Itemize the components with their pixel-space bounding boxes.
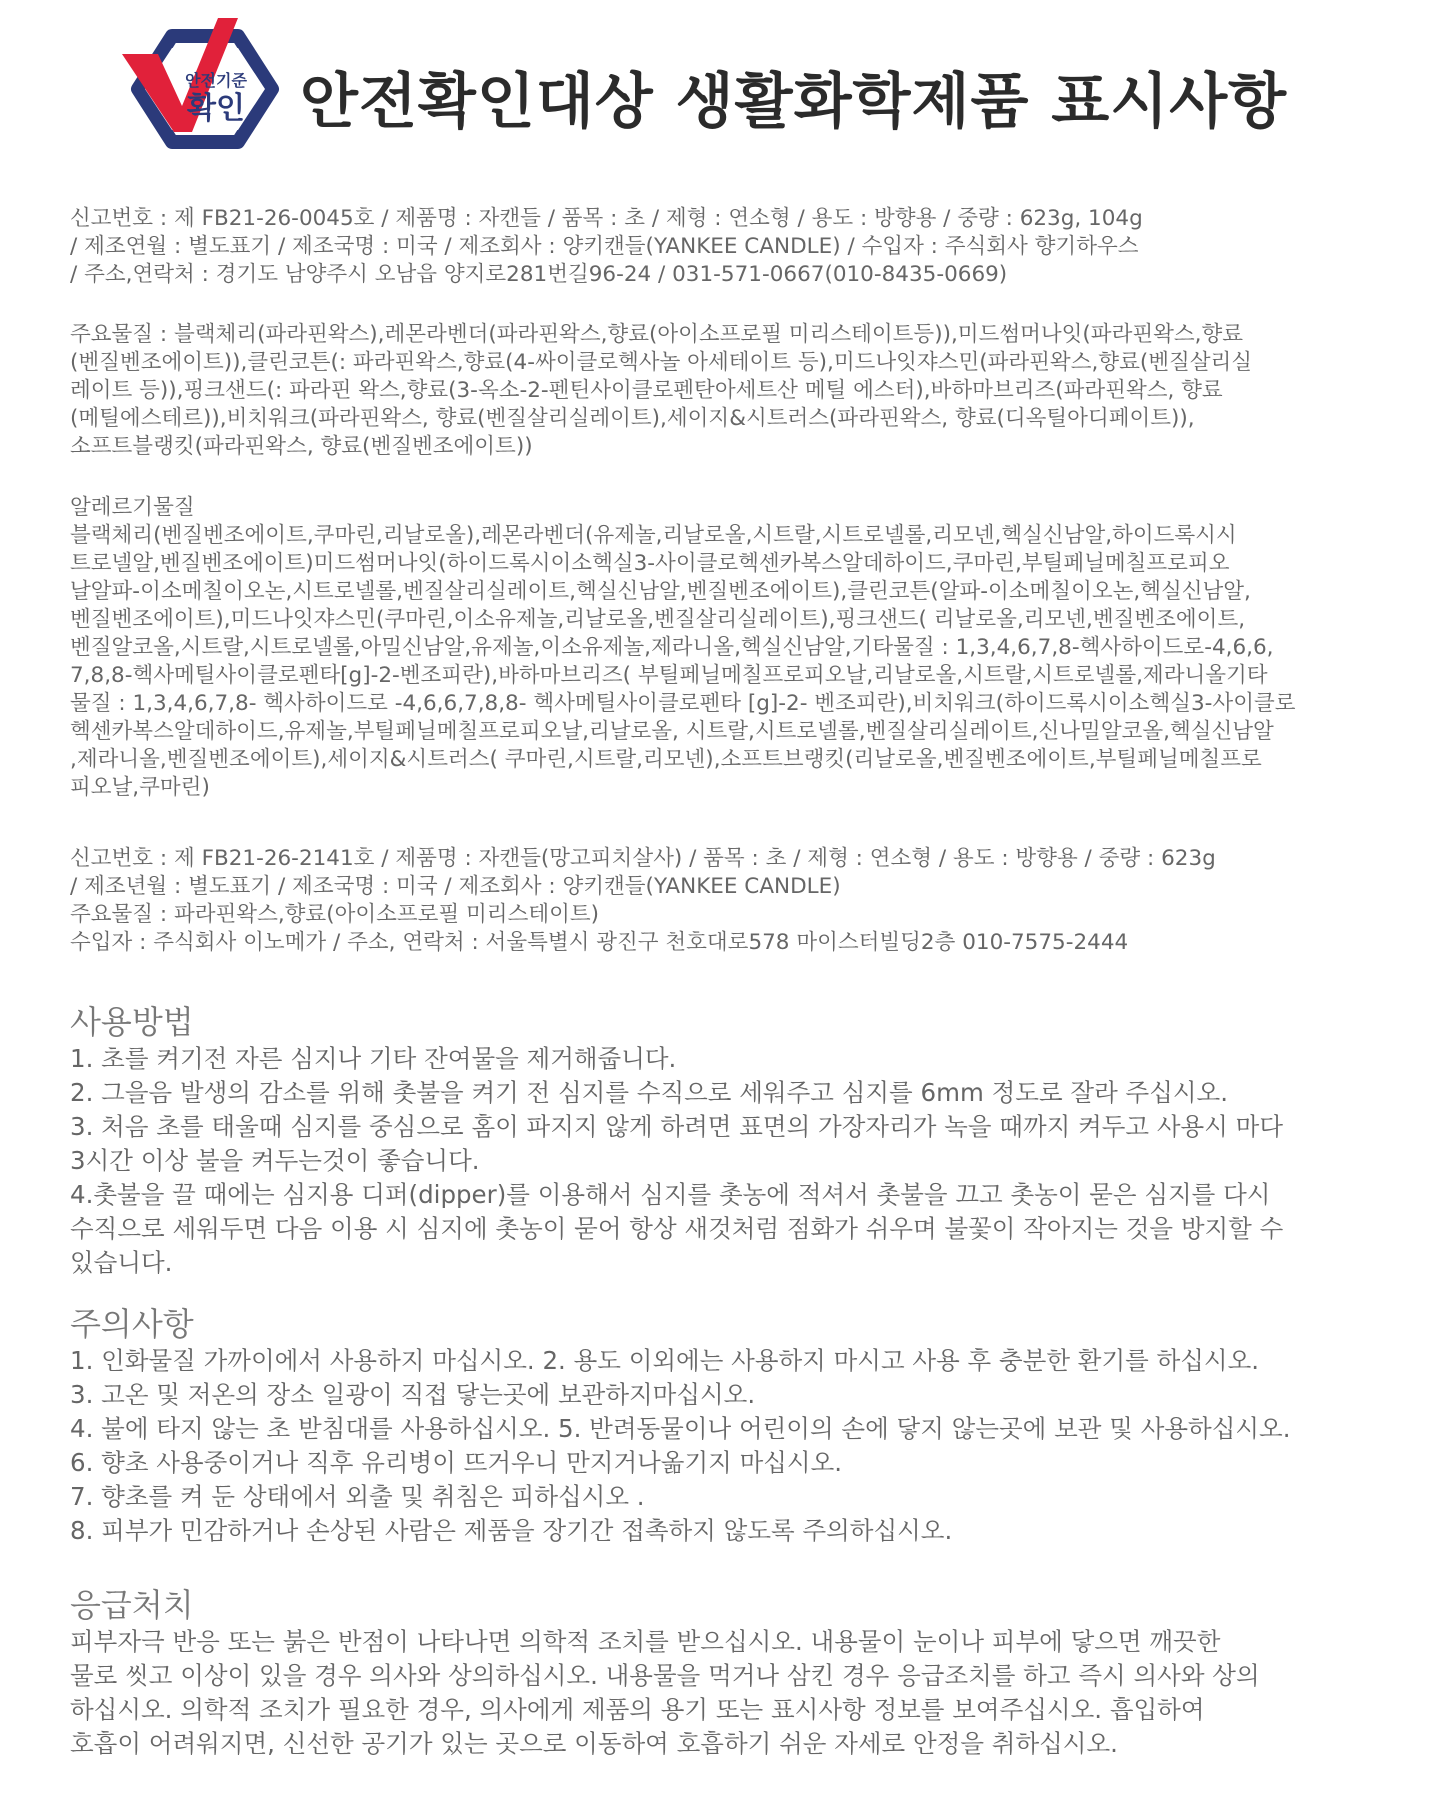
ingredients-line: 소프트블랭킷(파라핀왁스, 향료(벤질벤조에이트)) <box>70 434 533 459</box>
usage-line: 수직으로 세워두면 다음 이용 시 심지에 촛농이 묻어 항상 새것처럼 점화가 쉬우며 불꽃이 작아지는 것을 방지할 수 <box>70 1214 1284 1243</box>
allergens-line: 벤질벤조에이트),미드나잇쟈스민(쿠마린,이소유제놀,리날로올,벤질살리실레이트),핑크샌드( 리날로올,리모넨,벤질벤조에이트, <box>70 607 1246 632</box>
usage-section <box>70 1002 1400 1280</box>
check-hexagon-icon <box>120 14 290 164</box>
page-title: 안전확인대상 생활화학제품 표시사항 <box>300 67 1288 137</box>
first-aid-section <box>70 1585 1400 1761</box>
header <box>120 14 1320 164</box>
allergens-line: 블랙체리(벤질벤조에이트,쿠마린,리날로올),레몬라벤더(유제놀,리날로올,시트랄,시트로넬롤,리모넨,헥실신남알,하이드록시시 <box>70 523 1237 548</box>
caution-line: 1. 인화물질 가까이에서 사용하지 마십시오. 2. 용도 이외에는 사용하지 마시고 사용 후 충분한 환기를 하십시오. <box>70 1346 1260 1375</box>
first-aid-line: 피부자극 반응 또는 붉은 반점이 나타나면 의학적 조치를 받으십시오. 내용물이 눈이나 피부에 닿으면 깨끗한 <box>70 1627 1221 1656</box>
caution-line: 8. 피부가 민감하거나 손상된 사람은 제품을 장기간 접촉하지 않도록 주의하십시오. <box>70 1516 953 1545</box>
usage-line: 있습니다. <box>70 1248 173 1277</box>
first-aid-heading: 응급처치 <box>70 1586 194 1624</box>
caution-section <box>70 1304 1400 1548</box>
usage-line: 3. 처음 초를 태울때 심지를 중심으로 홈이 파지지 않게 하려면 표면의 가장자리가 녹을 때까지 켜두고 사용시 마다 <box>70 1112 1283 1141</box>
product1-line: / 주소,연락처 : 경기도 남양주시 오남읍 양지로281번길96-24 / 031-571-0667(010-8435-0669) <box>70 262 1008 287</box>
allergens-line: ,제라니올,벤질벤조에이트),세이지&시트러스( 쿠마린,시트랄,리모넨),소프트브랭킷(리날로올,벤질벤조에이트,부틸페닐메칠프로 <box>70 747 1262 772</box>
safety-certification-logo <box>120 14 290 164</box>
usage-line: 3시간 이상 불을 켜두는것이 좋습니다. <box>70 1146 480 1175</box>
allergens-line: 헥센카복스알데하이드,유제놀,부틸페닐메칠프로피오날,리날로올, 시트랄,시트로넬롤,벤질살리실레이트,신나밀알코올,헥실신남알 <box>70 719 1274 744</box>
product2-line: / 제조년월 : 별도표기 / 제조국명 : 미국 / 제조회사 : 양키캔들(YANKEE CANDLE) <box>70 874 841 899</box>
product1-line: / 제조연월 : 별도표기 / 제조국명 : 미국 / 제조회사 : 양키캔들(YANKEE CANDLE) / 수입자 : 주식회사 향기하우스 <box>70 234 1139 259</box>
caution-line: 7. 향초를 켜 둔 상태에서 외출 및 취침은 피하십시오 . <box>70 1482 645 1511</box>
ingredients-line: (벤질벤조에이트)),클린코튼(: 파라핀왁스,향료(4-싸이클로헥사놀 아세테이트 등),미드나잇쟈스민(파라핀왁스,향료(벤질살리실 <box>70 350 1253 375</box>
logo-text-top: 안전기준 <box>185 71 247 90</box>
product2-line: 주요물질 : 파라핀왁스,향료(아이소프로필 미리스테이트) <box>70 902 600 927</box>
logo-text-bottom: 확인 <box>187 91 245 126</box>
allergens-line: 벤질알코올,시트랄,시트로넬롤,아밀신남알,유제놀,이소유제놀,제라니올,헥실신남알,기타물질 : 1,3,4,6,7,8-헥사하이드로-4,6,6, <box>70 635 1274 660</box>
usage-heading: 사용방법 <box>70 1003 194 1041</box>
product2-line: 신고번호 : 제 FB21-26-2141호 / 제품명 : 자캔들(망고피치살사) / 품목 : 초 / 제형 : 연소형 / 용도 : 방향용 / 중량 : 623g <box>70 846 1216 871</box>
usage-line: 1. 초를 켜기전 자른 심지나 기타 잔여물을 제거해줍니다. <box>70 1044 677 1073</box>
usage-line: 4.촛불을 끌 때에는 심지용 디퍼(dipper)를 이용해서 심지를 촛농에 적셔서 촛불을 끄고 촛농이 묻은 심지를 다시 <box>70 1180 1271 1209</box>
ingredients-line: 주요물질 : 블랙체리(파라핀왁스),레몬라벤더(파라핀왁스,향료(아이소프로필 미리스테이트등)),미드썸머나잇(파라핀왁스,향료 <box>70 322 1244 347</box>
allergens-line: 7,8,8-헥사메틸사이클로펜타[g]-2-벤조피란),바하마브리즈( 부틸페닐메칠프로피오날,리날로올,시트랄,시트로넬롤,제라니올기타 <box>70 663 1268 688</box>
first-aid-line: 하십시오. 의학적 조치가 필요한 경우, 의사에게 제품의 용기 또는 표시사항 정보를 보여주십시오. 흡입하여 <box>70 1695 1205 1724</box>
ingredients-line: 레이트 등)),핑크샌드(: 파라핀 왁스,향료(3-옥소-2-펜틴사이클로펜탄아세트산 메틸 에스터),바하마브리즈(파라핀왁스, 향료 <box>70 378 1223 403</box>
product2-line: 수입자 : 주식회사 이노메가 / 주소, 연락처 : 서울특별시 광진구 천호대로578 마이스터빌딩2층 010-7575-2444 <box>70 930 1129 955</box>
caution-line: 4. 불에 타지 않는 초 받침대를 사용하십시오. 5. 반려동물이나 어린이의 손에 닿지 않는곳에 보관 및 사용하십시오. <box>70 1414 1291 1443</box>
allergen-substances <box>70 494 1400 802</box>
caution-line: 3. 고온 및 저온의 장소 일광이 직접 닿는곳에 보관하지마십시오. <box>70 1380 756 1409</box>
allergens-line: 날알파-이소메칠이오논,시트로넬롤,벤질살리실레이트,헥실신남알,벤질벤조에이트),클린코튼(알파-이소메칠이오논,헥실신남알, <box>70 579 1251 604</box>
allergens-line: 물질 : 1,3,4,6,7,8- 헥사하이드로 -4,6,6,7,8,8- 헥사메틸사이클로펜타 [g]-2- 벤조피란),비치워크(하이드록시이소헥실3-사이클로 <box>70 691 1296 716</box>
usage-line: 2. 그을음 발생의 감소를 위해 촛불을 켜기 전 심지를 수직으로 세워주고 심지를 6mm 정도로 잘라 주십시오. <box>70 1078 1228 1107</box>
allergens-line: 트로넬알,벤질벤조에이트)미드썸머나잇(하이드록시이소헥실3-사이클로헥센카복스알데하이드,쿠마린,부틸페닐메칠프로피오 <box>70 551 1230 576</box>
allergens-line: 피오날,쿠마린) <box>70 775 210 800</box>
product1-info <box>70 205 1400 289</box>
allergens-heading: 알레르기물질 <box>70 495 195 520</box>
caution-heading: 주의사항 <box>70 1305 194 1343</box>
product2-info <box>70 845 1400 957</box>
caution-line: 6. 향초 사용중이거나 직후 유리병이 뜨거우니 만지거나옮기지 마십시오. <box>70 1448 843 1477</box>
product1-line: 신고번호 : 제 FB21-26-0045호 / 제품명 : 자캔들 / 품목 : 초 / 제형 : 연소형 / 용도 : 방향용 / 중량 : 623g, 104g <box>70 206 1143 231</box>
ingredients-line: (메틸에스테르)),비치워크(파라핀왁스, 향료(벤질살리실레이트),세이지&시트러스(파라핀왁스, 향료(디옥틸아디페이트)), <box>70 406 1195 431</box>
main-ingredients <box>70 321 1400 461</box>
first-aid-line: 호흡이 어려워지면, 신선한 공기가 있는 곳으로 이동하여 호흡하기 쉬운 자세로 안정을 취하십시오. <box>70 1729 1118 1758</box>
first-aid-line: 물로 씻고 이상이 있을 경우 의사와 상의하십시오. 내용물을 먹거나 삼킨 경우 응급조치를 하고 즉시 의사와 상의 <box>70 1661 1260 1690</box>
